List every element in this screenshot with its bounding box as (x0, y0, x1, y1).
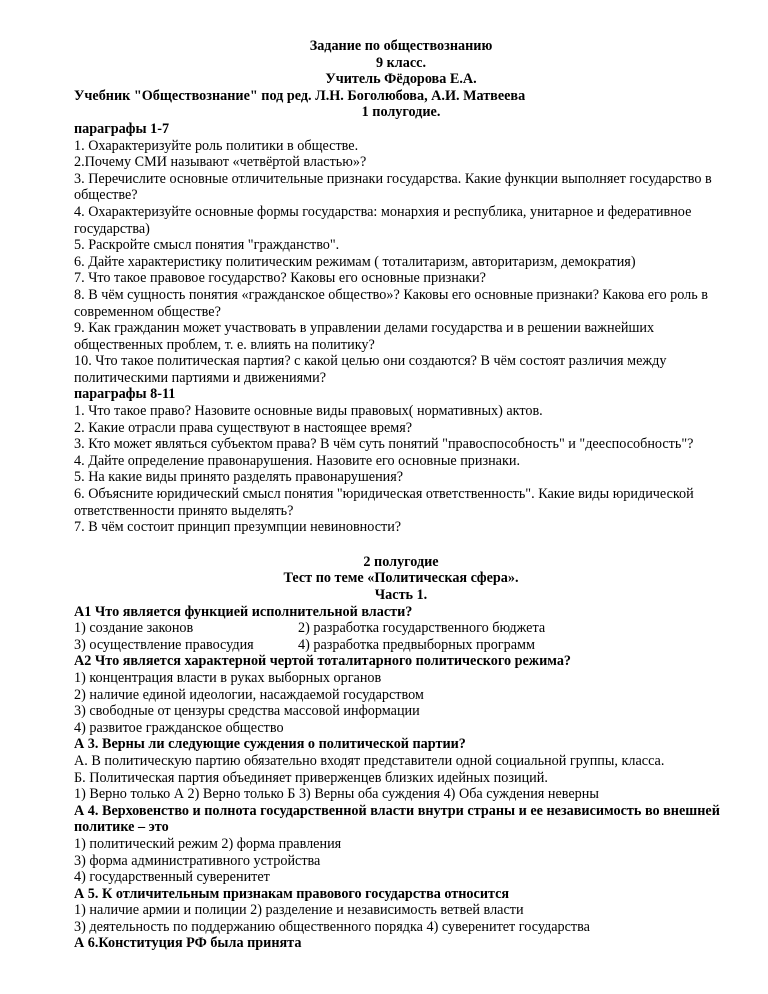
answer-option: 4) государственный суверенитет (74, 869, 270, 886)
semester-line: 1 полугодие. (361, 104, 441, 121)
answer-options: 1) Верно только А 2) Верно только Б 3) Верны оба суждения 4) Оба суждения неверны (74, 786, 599, 803)
answer-option: 3) свободные от цензуры средства массовой информации (74, 703, 420, 720)
question: 4. Дайте определение правонарушения. Назовите его основные признаки. (74, 452, 521, 469)
answer-option: 2) разработка государственного бюджета (298, 620, 546, 637)
answer-option: 4) разработка предвыборных программ (298, 636, 535, 653)
test-question-a1: А1 Что является функцией исполнительной власти? (74, 603, 413, 620)
question: 7. В чём состоит принцип презумпции невиновности? (74, 519, 402, 536)
answer-option: 2) наличие единой идеологии, насаждаемой государством (74, 686, 424, 703)
question: 3. Кто может являться субъектом права? В чём суть понятий "правоспособность" и "дееспособность"? (74, 436, 694, 453)
part-title: Часть 1. (374, 587, 428, 603)
question: 6. Дайте характеристику политическим режимам ( тоталитаризм, авторитаризм, демократия) (74, 253, 636, 270)
question: 5. На какие виды принято разделять правонарушения? (74, 469, 404, 486)
answer-option: 3) форма административного устройства (74, 852, 321, 869)
answer-option: 1) наличие армии и полиции 2) разделение и независимость ветвей власти (74, 902, 524, 919)
test-question-a4: А 4. Верховенство и полнота государственной власти внутри страны и ее независимость во внешней политике – это (74, 802, 720, 836)
question: 10. Что такое политическая партия? с какой целью они создаются? В чём состоят различия между политическими партиями и движениями? (74, 353, 667, 386)
teacher-line: Учитель Фёдорова Е.А. (325, 71, 477, 88)
answer-row (74, 620, 728, 637)
textbook-line: Учебник "Обществознание" под ред. Л.Н. Боголюбова, А.И. Матвеева (74, 87, 526, 104)
answer-option: 1) концентрация власти в руках выборных органов (74, 669, 382, 686)
answer-option: 3) деятельность по поддержанию общественного порядка 4) суверенитет государства (74, 918, 590, 935)
question: 2. Какие отрасли права существуют в настоящее время? (74, 419, 413, 436)
question: 3. Перечислите основные отличительные признаки государства. Какие функции выполняет государство в обществе? (74, 170, 712, 204)
test-question-a2: А2 Что является характерной чертой тоталитарного политического режима? (74, 653, 572, 670)
question: 7. Что такое правовое государство? Каковы его основные признаки? (74, 270, 486, 287)
answer-option: 1) политический режим 2) форма правления (74, 835, 342, 852)
question: 6. Объясните юридический смысл понятия "юридическая ответственность". Какие виды юридической ответственности принято выделять? (74, 486, 694, 519)
question: 9. Как гражданин может участвовать в управлении делами государства и в решении важнейших общественных проблем, т. е. влиять на политику? (74, 320, 655, 353)
question: 4. Охарактеризуйте основные формы государства: монархия и республика, унитарное и федеративное государства) (74, 203, 692, 237)
grade-line: 9 класс. (375, 54, 426, 71)
test-question-a5: А 5. К отличительным признакам правового государства относится (74, 885, 510, 902)
answer-option: 1) создание законов (74, 620, 194, 637)
section-title-paragraphs-1-7: параграфы 1-7 (74, 120, 170, 137)
statement: Б. Политическая партия объединяет приверженцев близких идейных позиций. (74, 769, 548, 786)
question: 1. Охарактеризуйте роль политики в обществе. (74, 137, 359, 154)
test-question-a6: А 6.Конституция РФ была принята (74, 935, 302, 952)
answer-option: 3) осуществление правосудия (74, 636, 254, 653)
semester-2-title: 2 полугодие (363, 553, 439, 570)
doc-title: Задание по обществознанию (309, 38, 493, 54)
question: 2.Почему СМИ называют «четвёртой властью»? (74, 154, 367, 171)
test-question-a3: А 3. Верны ли следующие суждения о политической партии? (74, 736, 466, 753)
test-title: Тест по теме «Политическая сфера». (283, 570, 519, 587)
question: 5. Раскройте смысл понятия "гражданство". (74, 237, 340, 254)
statement: А. В политическую партию обязательно входят представители одной социальной группы, класса. (74, 752, 665, 769)
answer-option: 4) развитое гражданское общество (74, 719, 284, 736)
question: 1. Что такое право? Назовите основные виды правовых( нормативных) актов. (74, 403, 543, 420)
question: 8. В чём сущность понятия «гражданское общество»? Каковы его основные признаки? Какова его роль в современном обществе? (74, 286, 708, 320)
answer-row (74, 637, 728, 654)
section-title-paragraphs-8-11: параграфы 8-11 (74, 386, 176, 403)
